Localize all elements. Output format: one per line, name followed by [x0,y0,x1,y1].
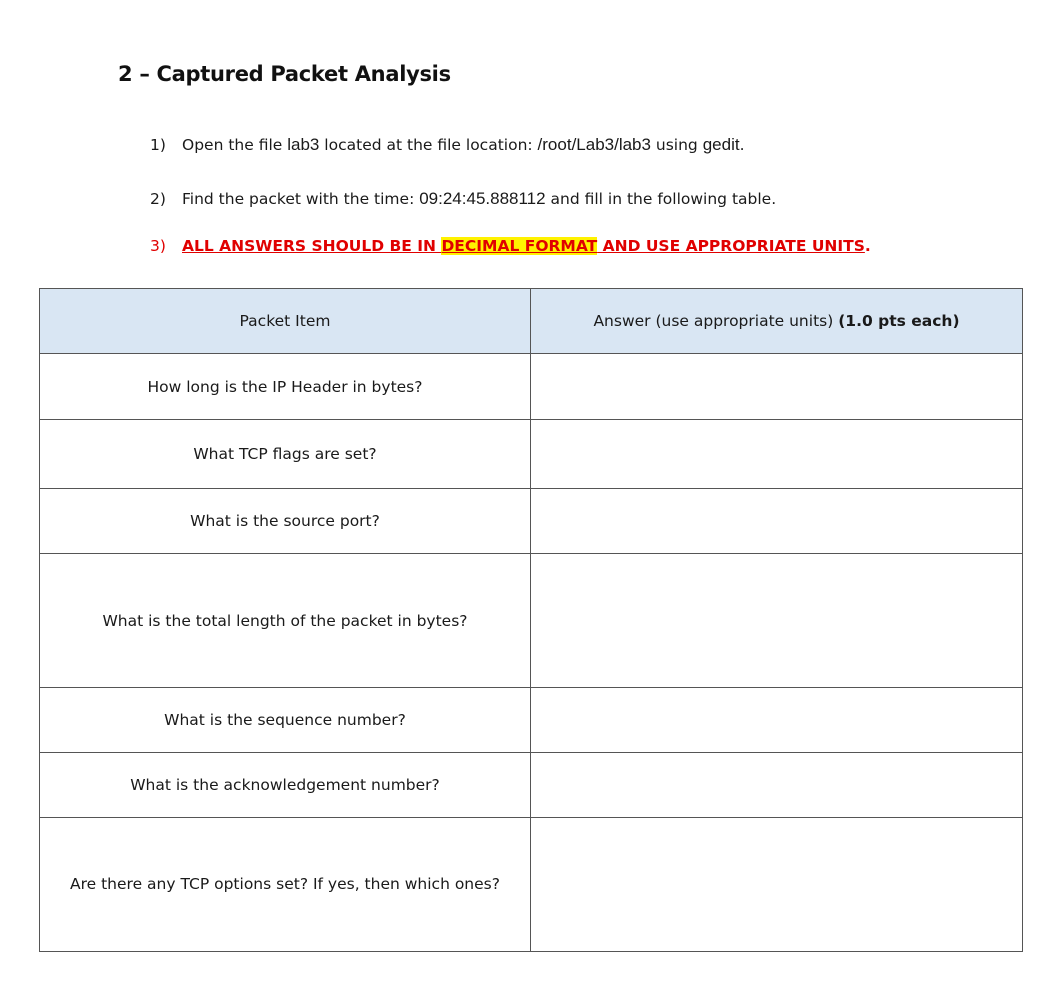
question-cell: How long is the IP Header in bytes? [40,354,531,420]
table-row [40,554,1023,688]
question-cell: What is the sequence number? [40,688,531,753]
instruction-step-3 [150,237,871,255]
warning-text-end: . [864,237,871,255]
question-cell: What is the acknowledgement number? [40,753,531,818]
packet-analysis-table [39,288,1023,952]
instruction-step-1 [150,135,745,155]
question-cell: What is the total length of the packet in bytes? [40,554,531,688]
answer-cell[interactable] [531,688,1023,753]
answer-cell[interactable] [531,489,1023,554]
step-number: 3) [150,237,166,255]
table-row [40,354,1023,420]
table-row [40,753,1023,818]
question-text: Are there any TCP options set? If yes, then which ones? [70,875,500,893]
table-row [40,489,1023,554]
table-row [40,818,1023,952]
column-header-packet-item: Packet Item [40,289,531,354]
table-row [40,688,1023,753]
answer-cell[interactable] [531,753,1023,818]
section-heading: 2 – Captured Packet Analysis [118,62,451,86]
points-label: (1.0 pts each) [838,312,960,330]
tool-name: gedit [702,135,740,154]
packet-time: 09:24:45.888112 [419,189,546,208]
file-name: lab3 [287,135,320,154]
step-text: located at the file location: [319,136,538,154]
instruction-step-2 [150,189,776,209]
step-text: and fill in the following table. [545,190,777,208]
question-cell [40,818,531,952]
question-cell: What TCP flags are set? [40,420,531,489]
question-cell: What is the source port? [40,489,531,554]
answer-cell[interactable] [531,354,1023,420]
step-number: 2) [150,190,166,208]
table-header-row [40,289,1023,354]
answer-header-label: Answer (use appropriate units) [593,312,839,330]
answer-cell[interactable] [531,554,1023,688]
table-row [40,420,1023,489]
step-text: using [650,136,703,154]
column-header-answer [531,289,1023,354]
warning-text: AND USE APPROPRIATE UNITS [597,237,865,255]
file-path: /root/Lab3/lab3 [537,135,651,154]
answer-cell[interactable] [531,420,1023,489]
warning-text: ALL ANSWERS SHOULD BE IN [182,237,442,255]
answer-cell[interactable] [531,818,1023,952]
step-text: Find the packet with the time: [182,190,420,208]
highlighted-text: DECIMAL FORMAT [441,237,598,255]
step-text: . [739,136,745,154]
step-text: Open the file [182,136,288,154]
step-number: 1) [150,136,166,154]
